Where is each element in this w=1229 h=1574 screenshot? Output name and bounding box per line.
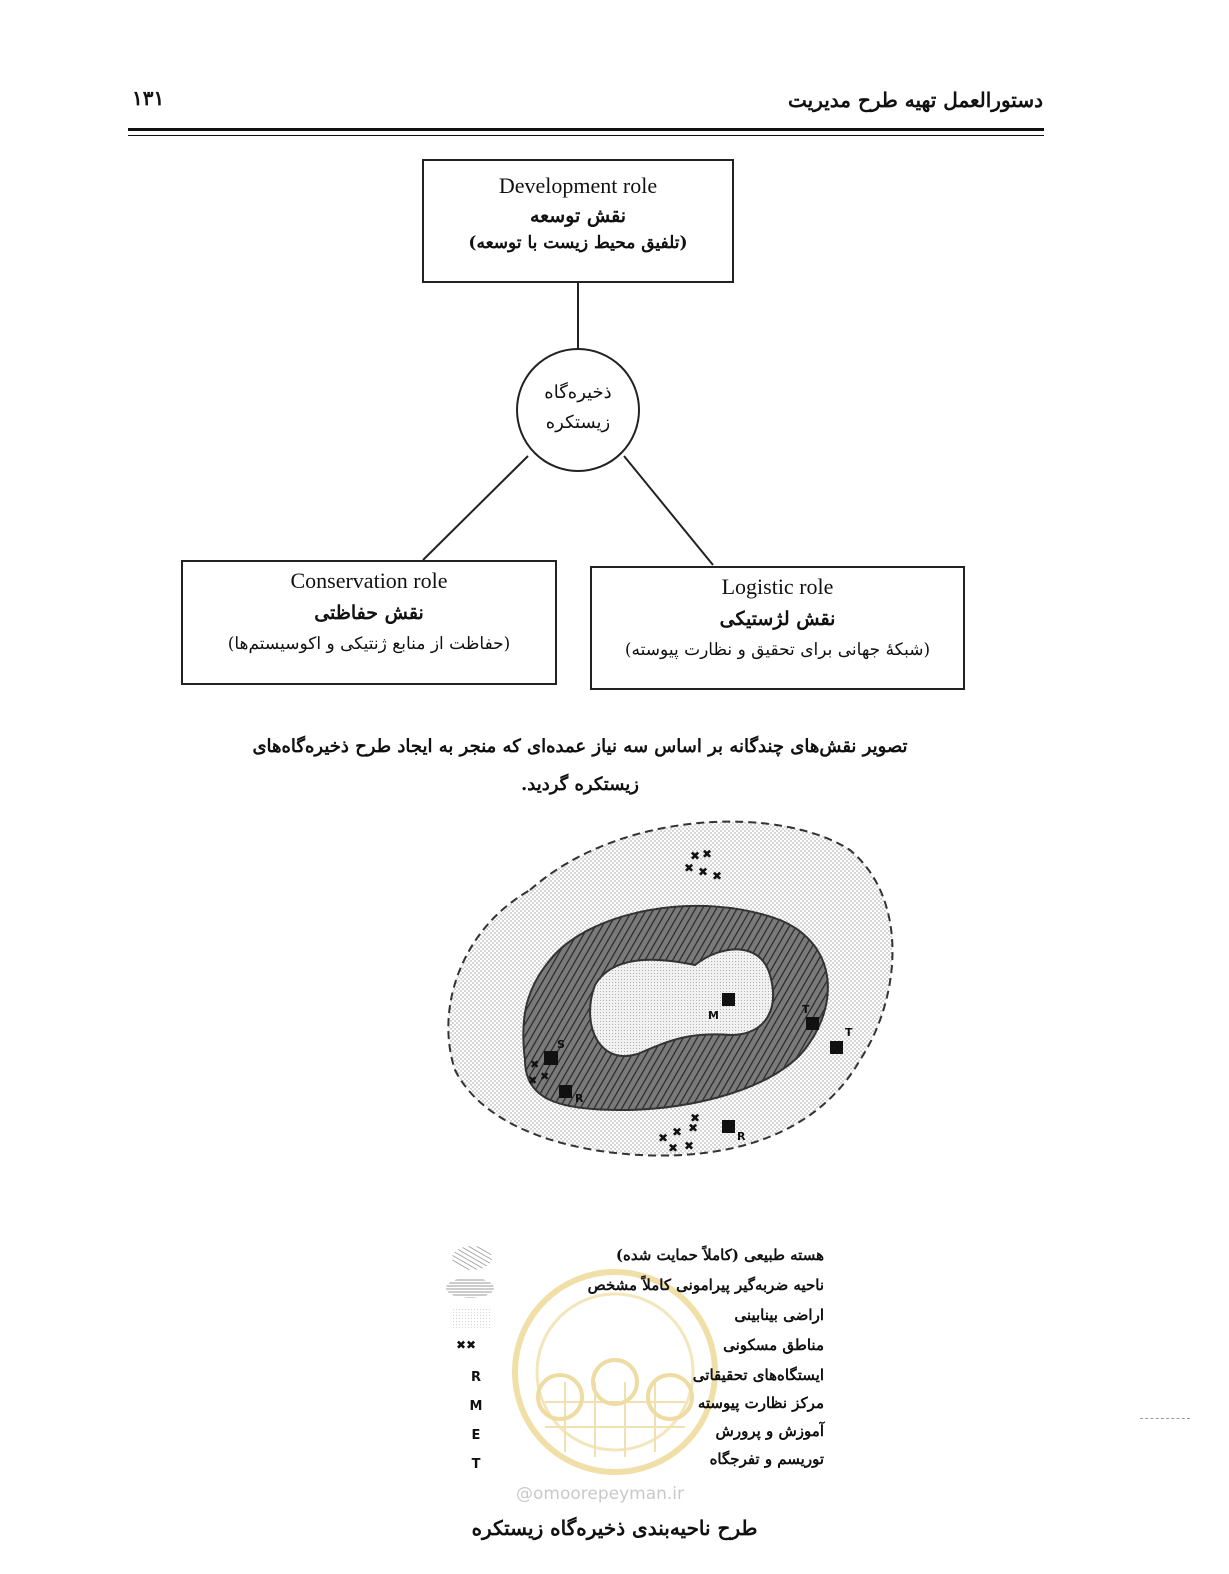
- research-marker-bottom: [722, 1120, 735, 1133]
- tourism-marker-inner: [806, 1017, 819, 1030]
- legend-label-monitoring: مرکز نظارت پیوسته: [697, 1394, 824, 1412]
- page-number: ۱۳۱: [132, 86, 165, 110]
- legend-label-education: آموزش و پرورش: [715, 1422, 824, 1440]
- legend-label-core: هسته طبیعی (کاملاً حمایت شده): [615, 1246, 824, 1264]
- svg-text:✖: ✖: [530, 1058, 540, 1071]
- legend-label-buffer: ناحیه ضربه‌گیر پیرامونی کاملاً مشخص: [587, 1276, 824, 1294]
- legend-settlement-cross-icon: ✖✖: [456, 1338, 477, 1352]
- svg-text:✖: ✖: [684, 1139, 695, 1153]
- figure-caption-1: [200, 728, 960, 804]
- center-label-line1: ذخیره‌گاه: [544, 382, 612, 403]
- legend-symbol-e: E: [471, 1428, 481, 1443]
- map-label-t1: T: [802, 1003, 810, 1016]
- conservation-role-en: Conservation role: [290, 568, 448, 593]
- station-marker-s: [544, 1051, 558, 1065]
- legend-symbol-t: T: [471, 1457, 481, 1472]
- logistic-role-box: [590, 566, 965, 690]
- legend-core-hatch-icon: [448, 1244, 496, 1272]
- svg-text:✖: ✖: [528, 1074, 538, 1087]
- figure-caption-2: طرح ناحیه‌بندی ذخیره‌گاه زیستکره: [471, 1516, 758, 1540]
- legend-label-research: ایستگاه‌های تحقیقاتی: [692, 1366, 824, 1384]
- svg-text:✖: ✖: [688, 1121, 699, 1135]
- conservation-role-fa: نقش حفاظتی: [314, 602, 424, 624]
- logistic-role-fa: نقش لژستیکی: [719, 608, 836, 630]
- svg-text:✖: ✖: [690, 849, 701, 863]
- tourism-marker-outer: [830, 1041, 843, 1054]
- map-label-s: S: [557, 1038, 565, 1051]
- legend-symbol-r: R: [470, 1370, 481, 1385]
- legend-label-settlements: مناطق مسکونی: [723, 1336, 824, 1354]
- center-label-line2: زیستکره: [545, 412, 611, 433]
- development-role-sub: (تلفیق محیط زیست با توسعه): [468, 233, 688, 253]
- legend-label-tourism: توریسم و تفرجگاه: [709, 1450, 824, 1468]
- legend-buffer-hatch-icon: [444, 1276, 496, 1300]
- legend-symbol-m: M: [469, 1399, 483, 1414]
- center-label: [517, 378, 639, 438]
- development-role-box: [422, 159, 734, 283]
- conservation-role-sub: (حفاظت از منابع ژنتیکی و اکوسیستم‌ها): [227, 634, 511, 654]
- monitoring-station-marker: [722, 993, 735, 1006]
- svg-text:✖: ✖: [690, 1111, 701, 1125]
- svg-text:✖: ✖: [668, 1141, 679, 1155]
- svg-text:✖: ✖: [712, 869, 723, 883]
- development-role-en: Development role: [498, 173, 658, 198]
- map-label-r2: R: [737, 1130, 746, 1143]
- legend-transition-dots-icon: [452, 1308, 492, 1328]
- conservation-role-box: [181, 560, 557, 685]
- map-label-t2: T: [845, 1026, 853, 1039]
- svg-text:✖: ✖: [540, 1070, 550, 1083]
- map-label-m: M: [708, 1009, 719, 1022]
- svg-text:✖: ✖: [672, 1125, 683, 1139]
- margin-dash-mark: [1140, 1418, 1190, 1420]
- svg-text:✖: ✖: [684, 861, 695, 875]
- logistic-role-sub: (شبکهٔ جهانی برای تحقیق و نظارت پیوسته): [624, 640, 931, 660]
- svg-text:✖: ✖: [698, 865, 709, 879]
- figure-caption-1-line2: زیستکره گردید.: [520, 774, 639, 795]
- map-label-r1: R: [575, 1092, 584, 1105]
- watermark-site-text: @omoorepeyman.ir: [516, 1484, 685, 1504]
- legend-label-transition: اراضی بینابینی: [734, 1306, 824, 1324]
- figure-caption-1-line1: تصویر نقش‌های چندگانه بر اساس سه نیاز عمده‌ای که منجر به ایجاد طرح ذخیره‌گاه‌های: [252, 736, 908, 757]
- logistic-role-en: Logistic role: [721, 574, 834, 599]
- running-header-title: دستورالعمل تهیه طرح مدیریت: [787, 88, 1043, 112]
- zonation-map: [440, 810, 910, 1190]
- research-marker-left: [559, 1085, 572, 1098]
- svg-text:✖: ✖: [702, 847, 713, 861]
- development-role-fa: نقش توسعه: [529, 205, 627, 227]
- svg-text:✖: ✖: [658, 1131, 669, 1145]
